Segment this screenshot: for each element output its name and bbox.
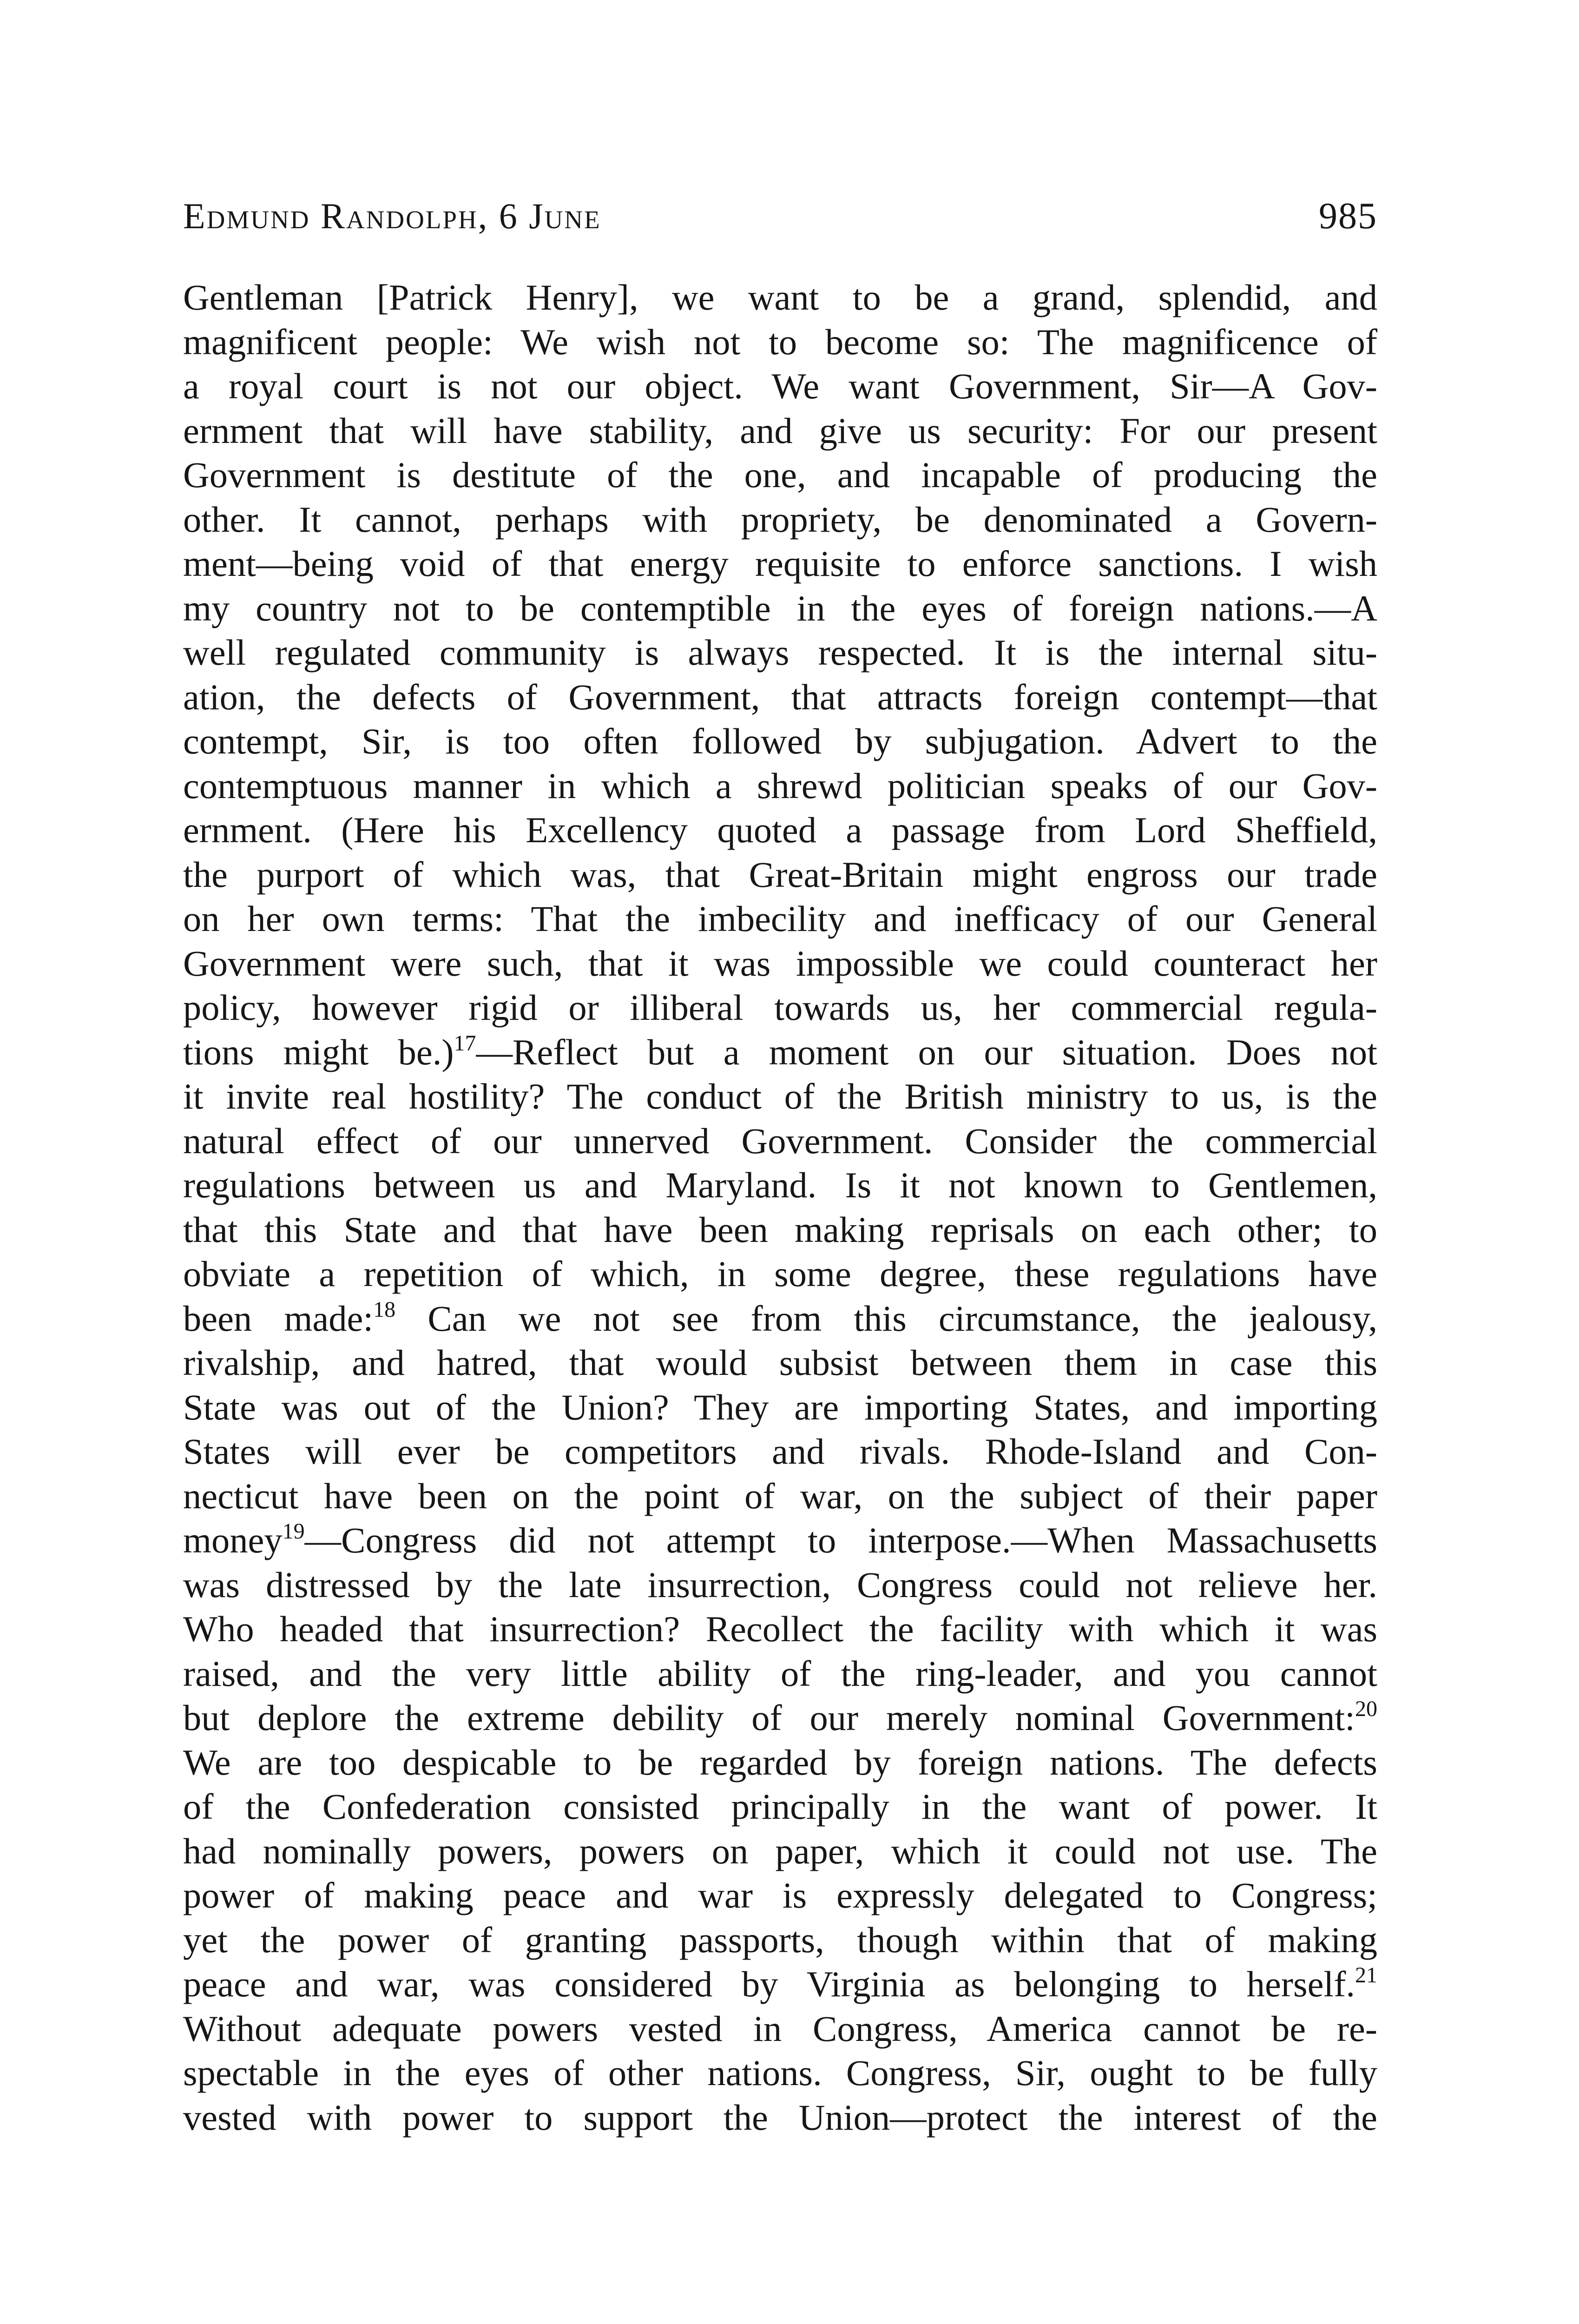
text-segment: had nominally powers, powers on paper, which it could not use. The: [183, 1830, 1377, 1871]
text-segment: ernment that will have stability, and give us security: For our present: [183, 410, 1377, 451]
footnote-reference: 19: [282, 1519, 305, 1544]
text-segment: obviate a repetition of which, in some degree, these regulations have: [183, 1254, 1377, 1294]
footnote-reference: 18: [373, 1297, 396, 1322]
text-segment: the purport of which was, that Great-Britain might engross our trade: [183, 854, 1377, 895]
text-segment: power of making peace and war is expressly delegated to Congress;: [183, 1875, 1377, 1915]
text-line: [183, 2007, 1377, 2051]
text-segment: contempt, Sir, is too often followed by subjugation. Advert to the: [183, 721, 1377, 761]
page-header: [183, 193, 1377, 249]
text-segment: We are too despicable to be regarded by foreign nations. The defects: [183, 1742, 1377, 1783]
text-segment: money: [183, 1520, 283, 1560]
text-segment: —Congress did not attempt to interpose.—When Massachusetts: [304, 1520, 1377, 1560]
text-line: [183, 1474, 1377, 1519]
text-segment: well regulated community is always respected. It is the internal situ-: [183, 632, 1377, 673]
text-line: [183, 1784, 1377, 1829]
text-line: [183, 1829, 1377, 1874]
text-line: [183, 1340, 1377, 1385]
text-segment: raised, and the very little ability of the ring-leader, and you cannot: [183, 1653, 1377, 1694]
text-segment: natural effect of our unnerved Government. Consider the commercial: [183, 1120, 1377, 1161]
text-segment: of the Confederation consisted principally in the want of power. It: [183, 1786, 1377, 1827]
text-segment: yet the power of granting passports, though within that of making: [183, 1919, 1377, 1960]
text-line: [183, 409, 1377, 453]
text-line: [183, 1429, 1377, 1474]
text-line: [183, 1296, 1377, 1341]
text-line: [183, 764, 1377, 808]
body-text: [183, 275, 1377, 2139]
text-segment: rivalship, and hatred, that would subsist between them in case this: [183, 1342, 1377, 1383]
footnote-reference: 20: [1355, 1697, 1377, 1721]
text-line: [183, 1518, 1377, 1563]
text-segment: State was out of the Union? They are importing States, and importing: [183, 1386, 1377, 1427]
text-segment: States will ever be competitors and rivals. Rhode-Island and Con-: [183, 1431, 1377, 1472]
text-line: [183, 320, 1377, 364]
text-line: [183, 1651, 1377, 1696]
text-segment: a royal court is not our object. We want Government, Sir—A Gov-: [183, 366, 1377, 406]
text-segment: Government were such, that it was impossible we could counteract her: [183, 943, 1377, 984]
text-line: [183, 1030, 1377, 1075]
text-line: [183, 675, 1377, 720]
text-segment: Government is destitute of the one, and incapable of producing the: [183, 455, 1377, 495]
text-segment: spectable in the eyes of other nations. Congress, Sir, ought to be fully: [183, 2053, 1377, 2093]
text-line: [183, 1740, 1377, 1785]
text-segment: other. It cannot, perhaps with propriety, be denominated a Govern-: [183, 499, 1377, 540]
text-segment: peace and war, was considered by Virginia as belonging to herself.: [183, 1964, 1355, 2004]
footnote-reference: 21: [1355, 1963, 1377, 1987]
text-line: [183, 897, 1377, 941]
text-line: [183, 1163, 1377, 1208]
text-line: [183, 1119, 1377, 1163]
text-segment: on her own terms: That the imbecility and inefficacy of our General: [183, 898, 1377, 939]
text-line: [183, 941, 1377, 986]
text-segment: but deplore the extreme debility of our merely nominal Government:: [183, 1697, 1355, 1738]
text-line: [183, 1385, 1377, 1430]
text-line: [183, 808, 1377, 852]
text-segment: it invite real hostility? The conduct of the British ministry to us, is the: [183, 1076, 1377, 1116]
text-segment: Who headed that insurrection? Recollect the facility with which it was: [183, 1609, 1377, 1649]
text-line: [183, 586, 1377, 631]
text-line: [183, 1074, 1377, 1119]
text-line: [183, 1563, 1377, 1607]
text-segment: necticut have been on the point of war, on the subject of their paper: [183, 1475, 1377, 1516]
text-line: [183, 719, 1377, 764]
text-segment: been made:: [183, 1298, 374, 1339]
text-segment: contemptuous manner in which a shrewd politician speaks of our Gov-: [183, 765, 1377, 806]
text-line: [183, 453, 1377, 497]
text-segment: magnificent people: We wish not to become so: The magnificence of: [183, 321, 1377, 362]
text-segment: —Reflect but a moment on our situation. Does not: [476, 1031, 1377, 1072]
text-segment: policy, however rigid or illiberal towards us, her commercial regula-: [183, 987, 1377, 1028]
text-line: [183, 1873, 1377, 1918]
text-segment: regulations between us and Maryland. Is it not known to Gentlemen,: [183, 1165, 1377, 1205]
text-segment: vested with power to support the Union—protect the interest of the: [183, 2097, 1377, 2138]
text-line: [183, 364, 1377, 409]
page-number: 985: [1319, 196, 1377, 237]
text-line: [183, 1918, 1377, 1962]
text-segment: ation, the defects of Government, that attracts foreign contempt—that: [183, 676, 1377, 717]
text-segment: was distressed by the late insurrection, Congress could not relieve her.: [183, 1564, 1377, 1605]
text-line: [183, 275, 1377, 320]
text-segment: Gentleman [Patrick Henry], we want to be a grand, splendid, and: [183, 277, 1377, 317]
text-segment: Without adequate powers vested in Congress, America cannot be re-: [183, 2008, 1377, 2049]
text-segment: Can we not see from this circumstance, the jealousy,: [395, 1298, 1377, 1339]
running-head: Edmund Randolph, 6 June: [183, 196, 601, 236]
text-line: [183, 852, 1377, 897]
text-line: [183, 1962, 1377, 2007]
text-line: [183, 630, 1377, 675]
text-line: [183, 985, 1377, 1030]
text-line: [183, 541, 1377, 586]
text-segment: ernment. (Here his Excellency quoted a passage from Lord Sheffield,: [183, 810, 1377, 850]
text-line: [183, 497, 1377, 542]
text-segment: tions might be.): [183, 1031, 454, 1072]
text-segment: ment—being void of that energy requisite to enforce sanctions. I wish: [183, 543, 1377, 584]
text-line: [183, 2095, 1377, 2140]
text-line: [183, 1696, 1377, 1740]
text-line: [183, 1607, 1377, 1651]
text-line: [183, 1208, 1377, 1252]
text-line: [183, 2051, 1377, 2095]
text-segment: that this State and that have been making reprisals on each other; to: [183, 1209, 1377, 1250]
footnote-reference: 17: [454, 1030, 476, 1056]
text-line: [183, 1252, 1377, 1296]
text-segment: my country not to be contemptible in the eyes of foreign nations.—A: [183, 588, 1377, 628]
